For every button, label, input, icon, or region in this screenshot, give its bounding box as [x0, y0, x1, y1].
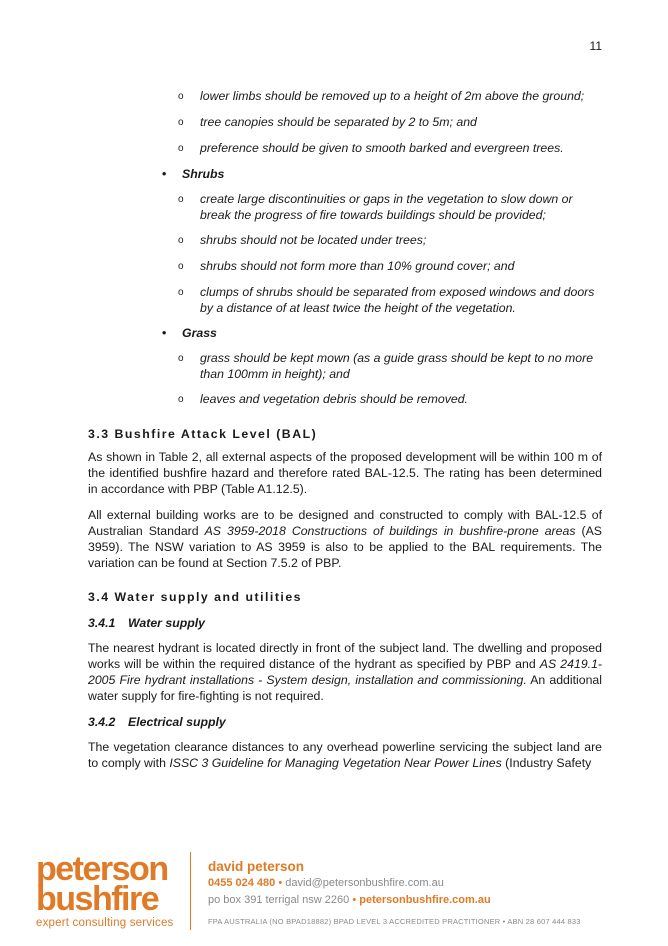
website-link[interactable]: petersonbushfire.com.au	[359, 894, 491, 906]
list-item: o leaves and vegetation debris should be removed.	[178, 392, 468, 406]
subsection-heading-electrical-supply: 3.4.2 Electrical supply	[88, 715, 226, 729]
section-heading-bal: 3.3 Bushfire Attack Level (BAL)	[88, 427, 318, 441]
list-item: o preference should be given to smooth barked and evergreen trees.	[178, 141, 564, 155]
document-body	[88, 88, 602, 781]
bal-paragraph-2: All external building works are to be designed and constructed to comply with BAL-12.5 of Australian Standard AS 3959-2018 Constructions of buildings in bushfire-prone areas (AS 3959). The NSW variation to AS 3959 is also to be applied to the BAL requirements. The variation can be found at Section 7.5.2 of PBP.	[88, 508, 602, 570]
footer-divider	[190, 852, 191, 930]
contact-address-web: po box 391 terrigal nsw 2260 • petersonbushfire.com.au	[208, 894, 491, 906]
list-item: o lower limbs should be removed up to a height of 2m above the ground;	[178, 89, 585, 103]
peterson-bushfire-logo: peterson bushfire expert consulting services	[36, 850, 174, 929]
list-item: o shrubs should not form more than 10% ground cover; and	[178, 259, 515, 273]
circle-bullet-icon: o	[178, 117, 184, 128]
circle-bullet-icon: o	[178, 194, 184, 205]
contact-block	[208, 858, 581, 930]
bal-paragraph-1: As shown in Table 2, all external aspects of the proposed development will be within 100 m of the identified bushfire hazard and therefore rated BAL-12.5. The rating has been determined in accordance with PBP (Table A1.12.5).	[88, 450, 602, 496]
circle-bullet-icon: o	[178, 91, 184, 102]
dot-bullet-icon: •	[162, 167, 167, 181]
circle-bullet-icon: o	[178, 143, 184, 154]
page-footer	[0, 840, 668, 940]
accreditation-text: FPA AUSTRALIA (NO BPAD18882) BPAD LEVEL 3 ACCREDITED PRACTITIONER • ABN 28 607 444 833	[208, 917, 581, 926]
water-supply-paragraph: The nearest hydrant is located directly in front of the subject land. The dwelling and proposed works will be within the required distance of the hydrant as specified by PBP and AS 2419.1-2005 Fire hydrant installations - System design, installation and commissioning. An additional water supply for fire-fighting is not required.	[88, 641, 603, 703]
subsection-heading-water-supply: 3.4.1 Water supply	[88, 616, 205, 630]
contact-phone-email: 0455 024 480 • david@petersonbushfire.com.au	[208, 877, 444, 889]
bullet-shrubs: • Shrubs	[162, 167, 225, 181]
list-item: o grass should be kept mown (as a guide grass should be kept to no more than 100mm in height); and	[178, 351, 594, 381]
bullet-grass: • Grass	[162, 326, 217, 340]
circle-bullet-icon: o	[178, 394, 184, 405]
section-heading-water-utilities: 3.4 Water supply and utilities	[88, 590, 303, 604]
circle-bullet-icon: o	[178, 261, 184, 272]
list-item: o tree canopies should be separated by 2 to 5m; and	[178, 115, 477, 129]
circle-bullet-icon: o	[178, 287, 184, 298]
circle-bullet-icon: o	[178, 353, 184, 364]
circle-bullet-icon: o	[178, 235, 184, 246]
list-item: o create large discontinuities or gaps in the vegetation to slow down or break the progress of fire towards buildings should be provided;	[178, 192, 573, 222]
list-item: o shrubs should not be located under trees;	[178, 233, 427, 247]
email-link[interactable]: david@petersonbushfire.com.au	[285, 877, 444, 889]
dot-bullet-icon: •	[162, 326, 167, 340]
contact-name: david peterson	[208, 859, 305, 874]
page-number: 11	[589, 39, 602, 53]
electrical-supply-paragraph: The vegetation clearance distances to any overhead powerline servicing the subject land are to comply with ISSC 3 Guideline for Managing Vegetation Near Power Lines (Industry Safety	[88, 740, 602, 770]
list-item: o clumps of shrubs should be separated from exposed windows and doors by a distance of at least twice the height of the vegetation.	[178, 285, 595, 315]
